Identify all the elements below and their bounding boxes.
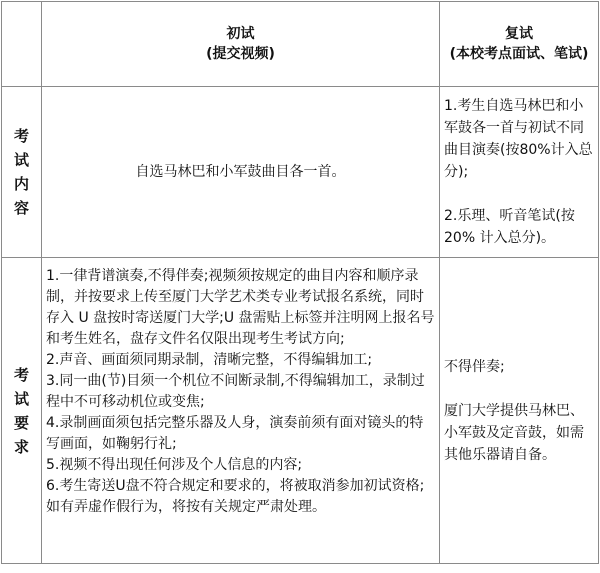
requirement-item: 5.视频不得出现任何涉及个人信息的内容;	[46, 457, 303, 473]
label-char: 试	[13, 389, 29, 408]
label-char: 试	[13, 151, 29, 169]
header-retest-subtitle: (本校考点面试、笔试)	[449, 46, 589, 62]
content-retest-cell	[440, 87, 599, 258]
header-initial-subtitle: (提交视频)	[206, 46, 275, 62]
content-retest-item: 2.乐理、听音笔试(按20% 计入总分)。	[444, 208, 575, 246]
requirements-retest-cell	[440, 258, 599, 564]
requirement-item: 4.录制画面须包括完整乐器及人身，演奏前须有面对镜头的特写画面，如鞠躬行礼;	[46, 415, 424, 452]
header-retest-title: 复试	[505, 26, 533, 42]
header-row	[2, 2, 599, 87]
header-initial-exam	[42, 2, 440, 87]
label-char: 求	[13, 437, 29, 456]
requirements-row-label	[2, 258, 42, 564]
requirements-retest-item: 厦门大学提供马林巴、小军鼓及定音鼓，如需其他乐器请自备。	[444, 402, 584, 463]
content-initial-cell	[42, 87, 440, 258]
requirement-item: 2.声音、画面须同期录制，清晰完整，不得编辑加工;	[46, 352, 373, 368]
header-empty-cell	[2, 2, 42, 87]
label-char: 容	[13, 199, 29, 217]
requirement-item: 6.考生寄送U盘不符合规定和要求的，将被取消参加初试资格;如有弄虚作假行为，将按有关规定严肃处理。	[46, 478, 425, 515]
label-char: 要	[13, 413, 29, 432]
exam-requirements-table	[1, 1, 599, 564]
requirement-item: 3.同一曲(节)目须一个机位不间断录制,不得编辑加工，录制过程中不可移动机位或变焦;	[46, 373, 425, 410]
content-row-label	[2, 87, 42, 258]
header-retest-exam	[440, 2, 599, 87]
label-char: 考	[13, 127, 29, 145]
label-char: 内	[13, 175, 29, 193]
header-initial-title: 初试	[226, 26, 255, 42]
requirements-retest-item: 不得伴奏;	[444, 358, 505, 375]
requirements-row	[2, 258, 599, 564]
label-char: 考	[13, 365, 29, 384]
requirements-initial-cell	[42, 258, 440, 564]
content-retest-item: 1.考生自选马林巴和小军鼓各一首与初试不同曲目演奏(按80%计入总分);	[444, 98, 593, 180]
content-row	[2, 87, 599, 258]
content-initial-text: 自选马林巴和小军鼓曲目各一首。	[135, 164, 346, 180]
requirement-item: 1.一律背谱演奏,不得伴奏;视频须按规定的曲目内容和顺序录制，并按要求上传至厦门大学艺术类专业考试报名系统，同时存入 U 盘按时寄送厦门大学;U 盘需贴上标签并注明网上报名号和考生姓名，盘存文件名仅限出现考生考试方向;	[46, 268, 435, 347]
